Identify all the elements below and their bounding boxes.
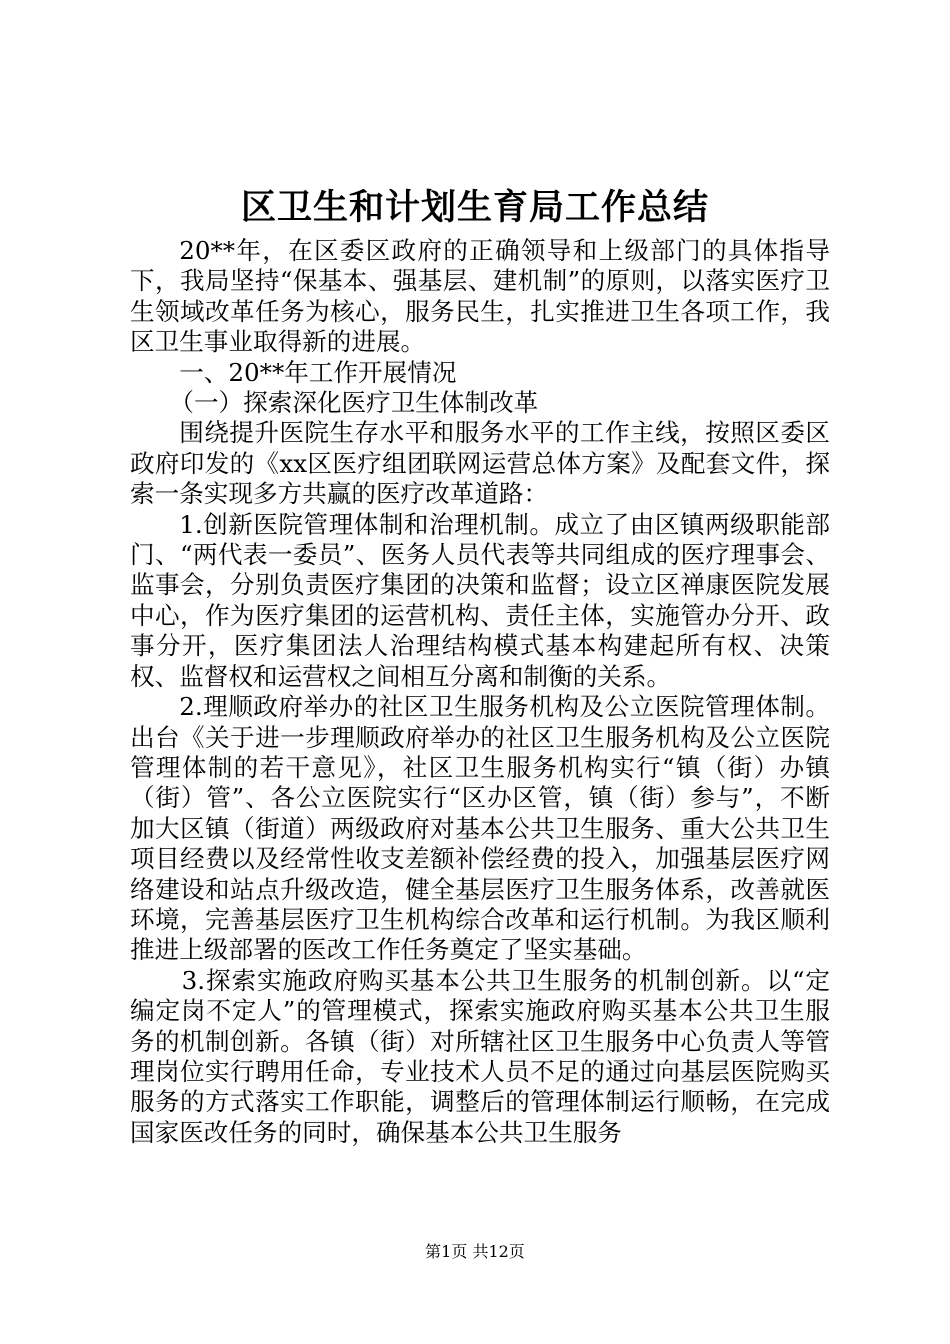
intro-paragraph: 20**年，在区委区政府的正确领导和上级部门的具体指导下，我局坚持“保基本、强基层、建机制”的原则，以落实医疗卫生领域改革任务为核心，服务民生，扎实推进卫生各项工作，我区卫生事业取得新的进展。 xyxy=(130,236,830,357)
item-paragraph-1: 1.创新医院管理体制和治理机制。成立了由区镇两级职能部门、“两代表一委员”、医务人员代表等共同组成的医疗理事会、监事会，分别负责医疗集团的决策和监督；设立区禅康医院发展中心，作为医疗集团的运营机构、责任主体，实施管办分开、政事分开，医疗集团法人治理结构模式基本构建起所有权、决策权、监督权和运营权之间相互分离和制衡的关系。 xyxy=(130,509,830,691)
item-paragraph-2: 2.理顺政府举办的社区卫生服务机构及公立医院管理体制。出台《关于进一步理顺政府举办的社区卫生服务机构及公立医院管理体制的若干意见》，社区卫生服务机构实行“镇（街）办镇（街）管”、各公立医院实行“区办区管，镇（街）参与”，不断加大区镇（街道）两级政府对基本公共卫生服务、重大公共卫生项目经费以及经常性收支差额补偿经费的投入，加强基层医疗网络建设和站点升级改造，健全基层医疗卫生服务体系，改善就医环境，完善基层医疗卫生机构综合改革和运行机制。为我区顺利推进上级部署的医改工作任务奠定了坚实基础。 xyxy=(130,692,830,965)
document-body xyxy=(130,236,830,1148)
subsection-intro-paragraph: 围绕提升医院生存水平和服务水平的工作主线，按照区委区政府印发的《xx区医疗组团联网运营总体方案》及配套文件，探索一条实现多方共赢的医疗改革道路： xyxy=(130,418,830,509)
page-footer: 第1页 共12页 xyxy=(425,1242,525,1261)
section-heading: 一、20**年工作开展情况 xyxy=(179,357,457,387)
document-title: 区卫生和计划生育局工作总结 xyxy=(240,187,709,228)
item-paragraph-3: 3.探索实施政府购买基本公共卫生服务的机制创新。以“定编定岗不定人”的管理模式，探索实施政府购买基本公共卫生服务的机制创新。各镇（街）对所辖社区卫生服务中心负责人等管理岗位实行聘用任命，专业技术人员不足的通过向基层医院购买服务的方式落实工作职能，调整后的管理体制运行顺畅，在完成国家医改任务的同时，确保基本公共卫生服务 xyxy=(130,965,830,1147)
subsection-heading: （一）探索深化医疗卫生体制改革 xyxy=(169,388,539,418)
